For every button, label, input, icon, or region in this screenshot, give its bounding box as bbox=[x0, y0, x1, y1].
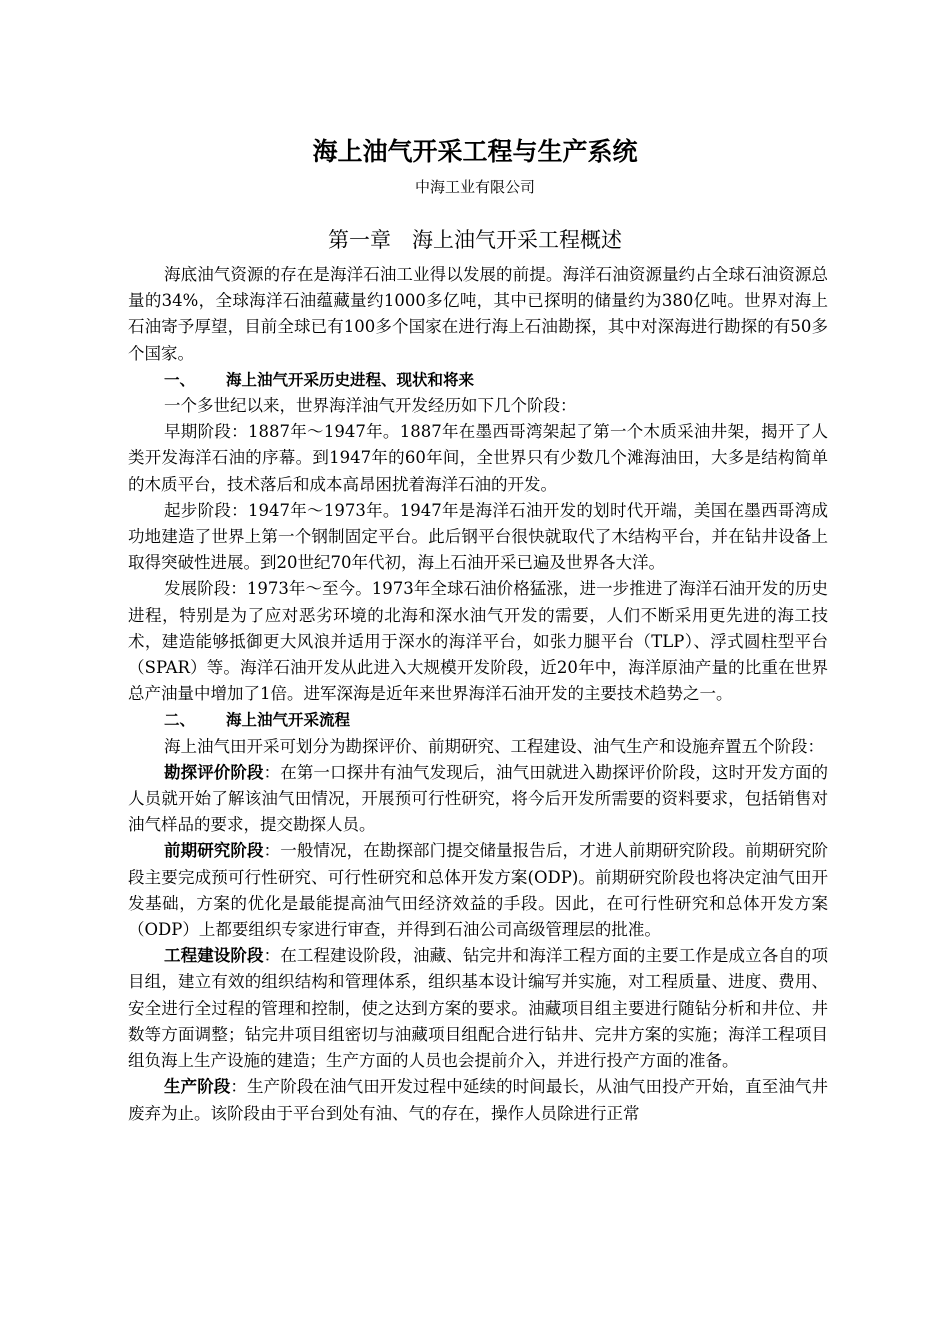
stage-text: ：一般情况，在勘探部门提交储量报告后，才进人前期研究阶段。前期研究阶段主要完成预可行性研究、可行性研究和总体开发方案(ODP)。前期研究阶段也将决定油气田开发基础，方案的优化是最能提高油气田经济效益的手段。因此，在可行性研究和总体开发方案（ODP）上都要组织专家进行审查，并得到石油公司高级管理层的批准。 bbox=[128, 841, 829, 940]
document-title: 海上油气开采工程与生产系统 bbox=[312, 137, 638, 166]
process-lead-paragraph: 海上油气田开采可划分为勘探评价、前期研究、工程建设、油气生产和设施弃置五个阶段： bbox=[164, 736, 824, 756]
early-stage-paragraph: 早期阶段：1887年～1947年。1887年在墨西哥湾架起了第一个木质采油井架，揭开了人类开发海洋石油的序幕。到1947年的60年间，全世界只有少数几个滩海油田，大多是结构简单的木质平台，技术落后和成本高昂困扰着海洋石油的开发。 bbox=[128, 422, 828, 494]
section-heading-text: 海上油气开采历史进程、现状和将来 bbox=[226, 370, 475, 389]
company-name: 中海工业有限公司 bbox=[414, 178, 535, 196]
stage-text: ：在第一口探井有油气发现后，油气田就进入勘探评价阶段，这时开发方面的人员就开始了解该油气田情况，开展预可行性研究，将今后开发所需要的资料要求，包括销售对油气样品的要求，提交勘探人员。 bbox=[128, 762, 829, 835]
stage-text: ：在工程建设阶段，油藏、钻完井和海洋工程方面的主要工作是成立各自的项目组，建立有效的组织结构和管理体系，组织基本设计编写并实施，对工程质量、进度、费用、安全进行全过程的管理和控制，使之达到方案的要求。油藏项目组主要进行随钻分析和井位、井数等方面调整；钻完井项目组密切与油藏项目组配合进行钻井、完井方案的实施；海洋工程项目组负海上生产设施的建造；生产方面的人员也会提前介入，并进行投产方面的准备。 bbox=[128, 946, 829, 1071]
section-number: 二、 bbox=[164, 711, 196, 730]
history-lead-paragraph: 一个多世纪以来，世界海洋油气开发经历如下几个阶段： bbox=[164, 396, 577, 416]
chapter-title: 第一章 海上油气开采工程概述 bbox=[328, 228, 622, 252]
development-stage-paragraph: 发展阶段：1973年～至今。1973年全球石油价格猛涨，进一步推进了海洋石油开发的历史进程，特别是为了应对恶劣环境的北海和深水油气开发的需要，人们不断采用更先进的海工技术，建造能够抵御更大风浪并适用于深水的海洋平台，如张力腿平台（TLP）、浮式圆柱型平台（SPAR）等。海洋石油开发从此进入大规模开发阶段，近20年中，海洋原油产量的比重在世界总产油量中增加了1倍。进军深海是近年来世界海洋石油开发的主要技术趋势之一。 bbox=[128, 579, 828, 704]
pre-study-stage-paragraph bbox=[128, 838, 828, 943]
stage-label: 勘探评价阶段 bbox=[164, 762, 264, 782]
stage-text: ：生产阶段在油气田开发过程中延续的时间最长，从油气田投产开始，直至油气井废弃为止。该阶段由于平台到处有油、气的存在，操作人员除进行正常 bbox=[128, 1077, 829, 1123]
document-body bbox=[128, 262, 828, 1127]
start-stage-paragraph: 起步阶段：1947年～1973年。1947年是海洋石油开发的划时代开端，美国在墨西哥湾成功地建造了世界上第一个钢制固定平台。此后钢平台很快就取代了木结构平台，并在钻井设备上取得突破性进展。到20世纪70年代初，海上石油开采已遍及世界各大洋。 bbox=[128, 500, 828, 573]
section-heading-text: 海上油气开采流程 bbox=[226, 711, 351, 730]
section-heading-history bbox=[128, 367, 828, 393]
stage-label: 生产阶段 bbox=[164, 1077, 231, 1097]
intro-paragraph: 海底油气资源的存在是海洋石油工业得以发展的前提。海洋石油资源量约占全球石油资源总量的34%，全球海洋石油蕴藏量约1000多亿吨，其中已探明的储量约为380亿吨。世界对海上石油寄予厚望，目前全球已有100多个国家在进行海上石油勘探，其中对深海进行勘探的有50多个国家。 bbox=[128, 265, 828, 363]
stage-label: 工程建设阶段 bbox=[164, 946, 264, 966]
production-stage-paragraph bbox=[128, 1074, 828, 1126]
exploration-stage-paragraph bbox=[128, 760, 828, 839]
section-heading-process bbox=[128, 707, 828, 733]
section-number: 一、 bbox=[164, 370, 196, 389]
construction-stage-paragraph bbox=[128, 943, 828, 1074]
stage-label: 前期研究阶段 bbox=[164, 841, 264, 861]
